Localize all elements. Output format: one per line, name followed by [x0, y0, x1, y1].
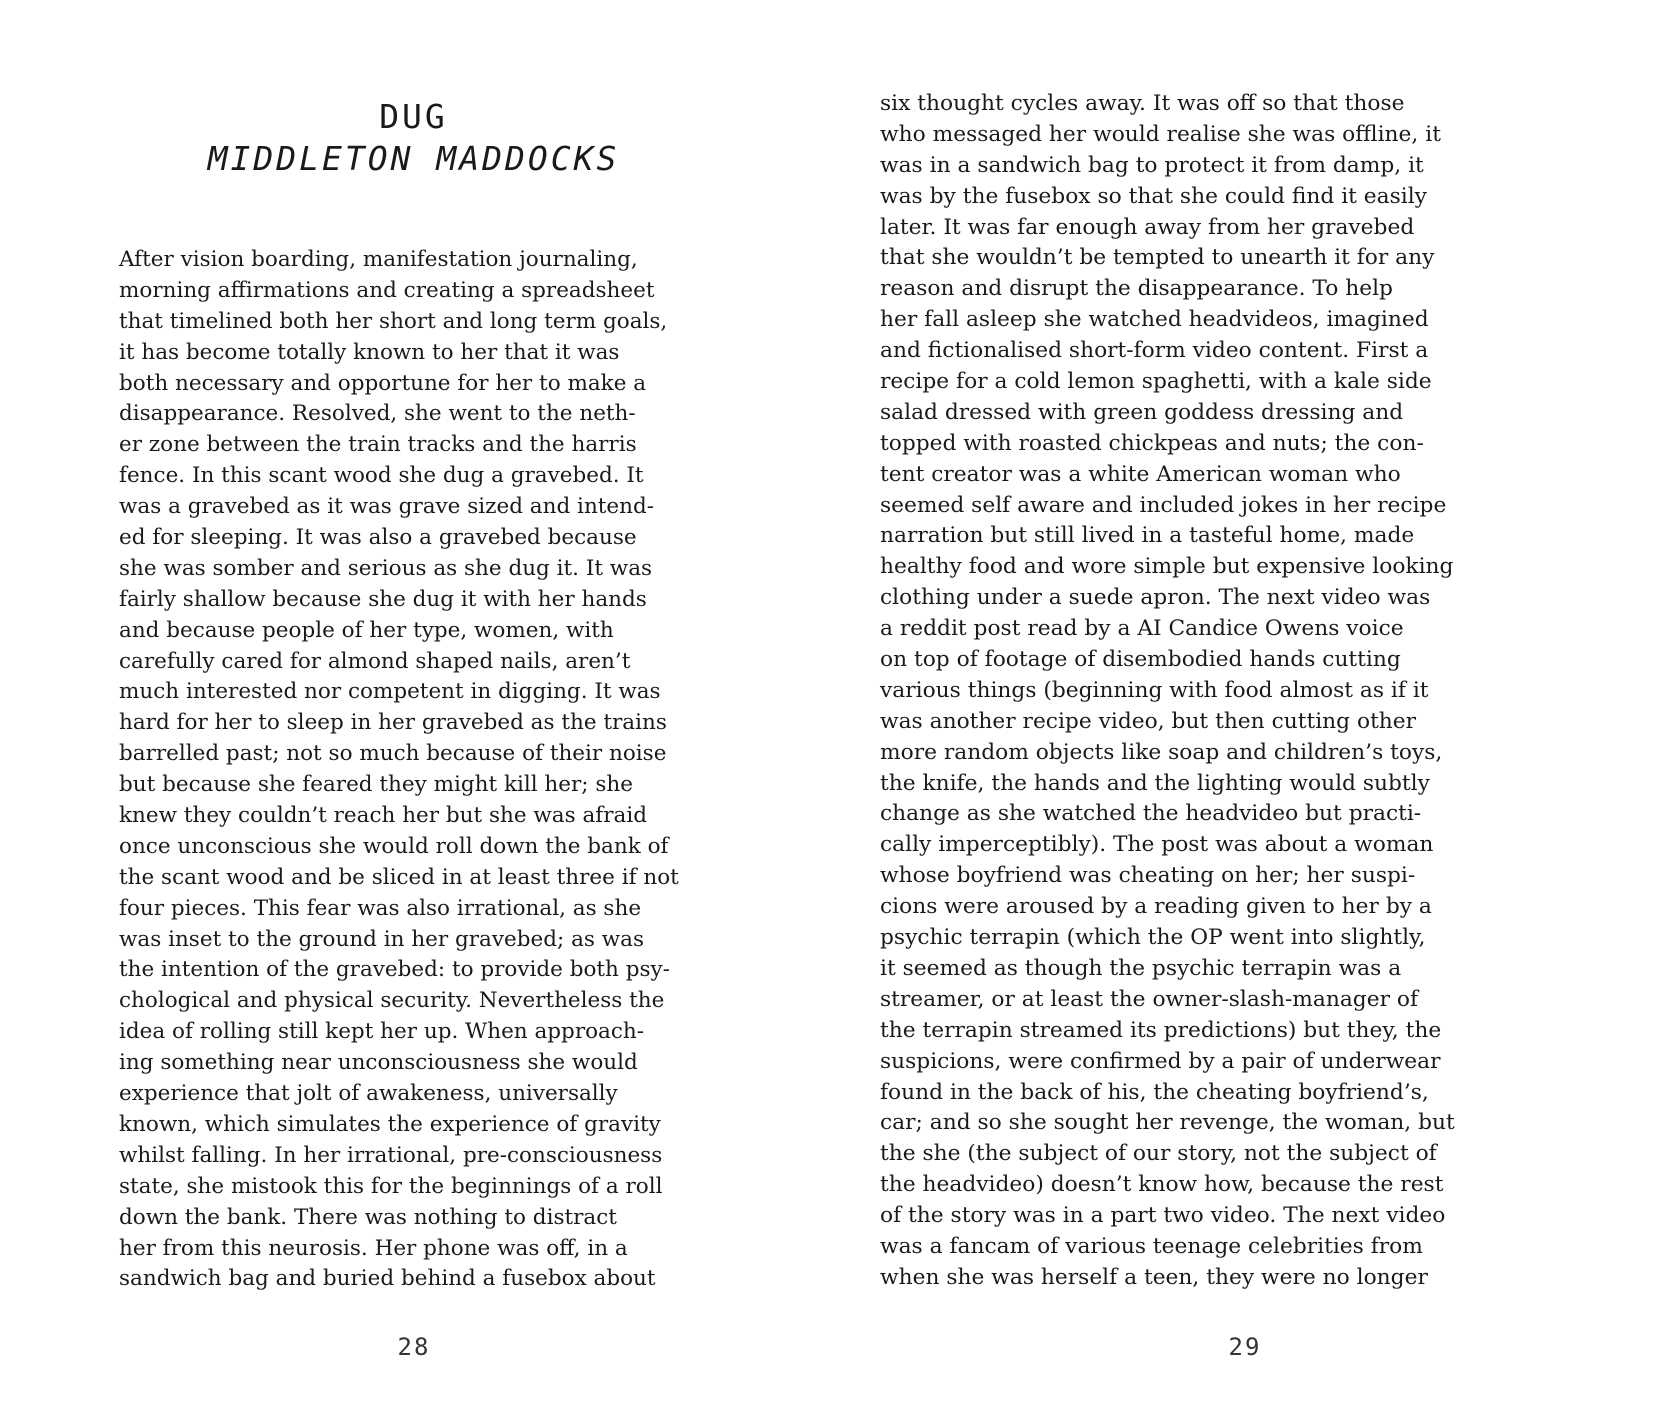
text-line: was by the fusebox so that she could find it easily: [880, 183, 1427, 209]
text-line: on top of footage of disembodied hands cutting: [880, 647, 1401, 673]
text-line: narration but still lived in a tasteful home, made: [880, 523, 1415, 549]
text-line: later. It was far enough away from her gravebed: [880, 214, 1415, 240]
text-line: the terrapin streamed its predictions) but they, the: [880, 1017, 1442, 1043]
text-line: and fictionalised short-form video content. First a: [880, 338, 1429, 364]
text-line: clothing under a suede apron. The next video was: [880, 585, 1431, 611]
text-line: four pieces. This fear was also irrational, as she: [119, 895, 642, 921]
text-line: it has become totally known to her that it was: [119, 339, 620, 365]
text-line: er zone between the train tracks and the harris: [119, 432, 637, 458]
text-line: car; and so she sought her revenge, the woman, but: [880, 1110, 1455, 1136]
text-line: the she (the subject of our story, not the subject of: [880, 1141, 1437, 1167]
text-line: state, she mistook this for the beginnings of a roll: [119, 1173, 663, 1199]
text-line: she was somber and serious as she dug it. It was: [119, 555, 653, 581]
text-line: ed for sleeping. It was also a gravebed because: [119, 525, 637, 551]
text-line: was another recipe video, but then cutting other: [880, 708, 1417, 734]
right-page-body-text: [880, 89, 1455, 1294]
story-author: MIDDLETON MADDOCKS: [207, 139, 620, 178]
text-line: and because people of her type, women, with: [119, 617, 614, 643]
text-line: tent creator was a white American woman who: [880, 461, 1401, 487]
text-line: cions were aroused by a reading given to her by a: [880, 894, 1432, 920]
text-line: whilst falling. In her irrational, pre-consciousness: [119, 1142, 663, 1168]
text-line: topped with roasted chickpeas and nuts; the con-: [880, 430, 1424, 456]
text-line: that timelined both her short and long term goals,: [119, 308, 668, 334]
text-line: hard for her to sleep in her gravebed as the trains: [119, 710, 667, 736]
text-line: chological and physical security. Nevertheless the: [119, 988, 665, 1014]
text-line: much interested nor competent in digging. It was: [119, 679, 661, 705]
text-line: psychic terrapin (which the OP went into slightly,: [880, 925, 1426, 951]
story-heading: [0, 96, 827, 180]
text-line: her fall asleep she watched headvideos, imagined: [880, 307, 1429, 333]
text-line: of the story was in a part two video. The next video: [880, 1203, 1446, 1229]
text-line: both necessary and opportune for her to make a: [119, 370, 647, 396]
text-line: ing something near unconsciousness she would: [119, 1050, 638, 1076]
text-line: known, which simulates the experience of gravity: [119, 1111, 661, 1137]
left-page-body-text: [119, 245, 679, 1295]
text-line: experience that jolt of awakeness, universally: [119, 1081, 618, 1107]
text-line: barrelled past; not so much because of their noise: [119, 741, 667, 767]
text-line: change as she watched the headvideo but practi-: [880, 801, 1422, 827]
text-line: disappearance. Resolved, she went to the neth-: [119, 401, 636, 427]
text-line: recipe for a cold lemon spaghetti, with a kale side: [880, 369, 1432, 395]
text-line: the scant wood and be sliced in at least three if not: [119, 864, 679, 890]
text-line: more random objects like soap and children’s toys,: [880, 739, 1443, 765]
page-number-left: 28: [397, 1333, 431, 1361]
text-line: was a gravebed as it was grave sized and intend-: [119, 494, 655, 520]
right-page: [827, 0, 1654, 1418]
text-line: her from this neurosis. Her phone was off, in a: [119, 1235, 628, 1261]
text-line: a reddit post read by a AI Candice Owens voice: [880, 616, 1404, 642]
text-line: the knife, the hands and the lighting would subtly: [880, 770, 1430, 796]
text-line: streamer, or at least the owner-slash-manager of: [880, 986, 1419, 1012]
text-line: down the bank. There was nothing to distract: [119, 1204, 617, 1230]
text-line: the headvideo) doesn’t know how, because the rest: [880, 1172, 1444, 1198]
text-line: knew they couldn’t reach her but she was afraid: [119, 803, 647, 829]
text-line: was in a sandwich bag to protect it from damp, it: [880, 152, 1424, 178]
page-number-right: 29: [1228, 1333, 1262, 1361]
text-line: that she wouldn’t be tempted to unearth it for any: [880, 245, 1435, 271]
text-line: cally imperceptibly). The post was about a woman: [880, 832, 1434, 858]
text-line: once unconscious she would roll down the bank of: [119, 833, 669, 859]
text-line: found in the back of his, the cheating boyfriend’s,: [880, 1079, 1429, 1105]
text-line: carefully cared for almond shaped nails, aren’t: [119, 648, 631, 674]
text-line: After vision boarding, manifestation journaling,: [119, 247, 638, 272]
text-line: healthy food and wore simple but expensive looking: [880, 554, 1454, 580]
story-title: DUG: [379, 97, 448, 136]
text-line: when she was herself a teen, they were no longer: [880, 1264, 1428, 1290]
text-line: it seemed as though the psychic terrapin was a: [880, 955, 1402, 981]
text-line: who messaged her would realise she was offline, it: [880, 121, 1441, 147]
text-line: idea of rolling still kept her up. When approach-: [119, 1019, 645, 1045]
text-line: morning affirmations and creating a spreadsheet: [119, 277, 655, 303]
text-line: salad dressed with green goddess dressing and: [880, 399, 1404, 425]
text-line: reason and disrupt the disappearance. To help: [880, 276, 1393, 302]
text-line: various things (beginning with food almost as if it: [880, 677, 1429, 703]
text-line: the intention of the gravebed: to provide both psy-: [119, 957, 670, 983]
text-line: seemed self aware and included jokes in her recipe: [880, 492, 1447, 518]
text-line: fairly shallow because she dug it with her hands: [119, 586, 647, 612]
text-line: fence. In this scant wood she dug a gravebed. It: [119, 463, 644, 489]
text-line: suspicions, were confirmed by a pair of underwear: [880, 1048, 1441, 1074]
text-line: but because she feared they might kill her; she: [119, 772, 633, 798]
text-line: sandwich bag and buried behind a fusebox about: [119, 1266, 656, 1292]
text-line: was a fancam of various teenage celebrities from: [880, 1233, 1423, 1259]
text-line: was inset to the ground in her gravebed; as was: [119, 926, 645, 952]
text-line: six thought cycles away. It was off so that those: [880, 91, 1405, 116]
text-line: whose boyfriend was cheating on her; her suspi-: [880, 863, 1416, 889]
